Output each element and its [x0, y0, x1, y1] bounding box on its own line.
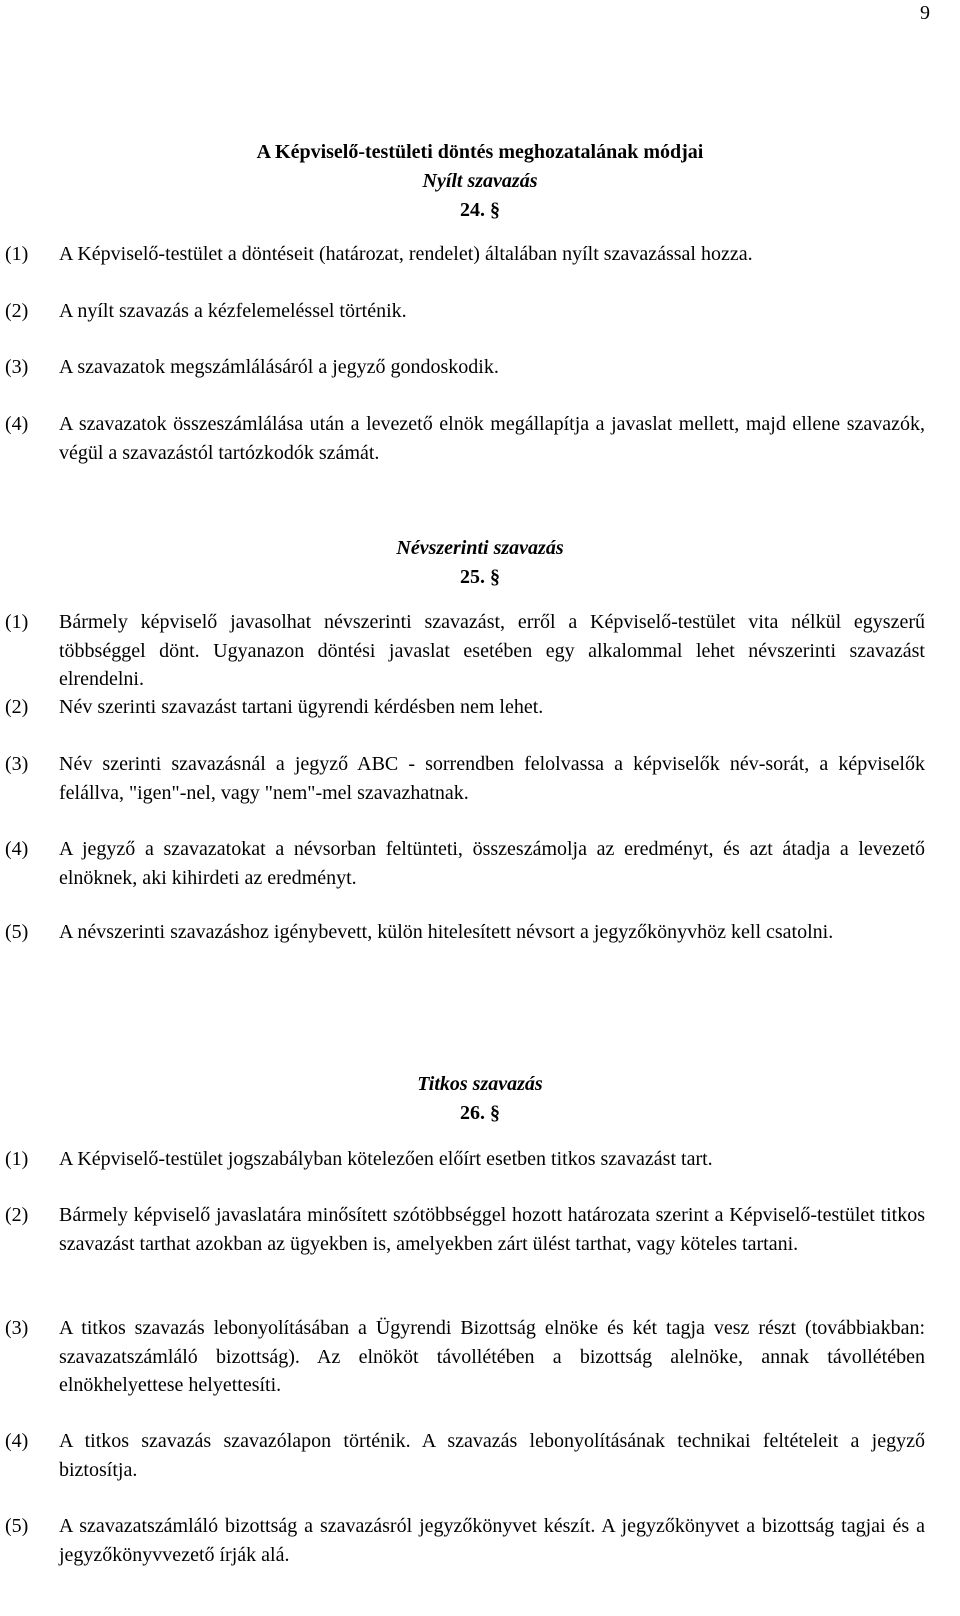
paragraph-number: (1) — [5, 1148, 29, 1170]
paragraph-text: A nyílt szavazás a kézfelemeléssel történik. — [59, 300, 407, 322]
paragraph-number: (3) — [5, 356, 29, 378]
section-subtitle: Nyílt szavazás — [422, 170, 538, 192]
section-number: 25. § — [460, 566, 500, 588]
paragraph-text: A névszerinti szavazáshoz igénybevett, külön hitelesített névsort a jegyzőkönyvhöz kell csatolni. — [59, 921, 834, 943]
paragraph-number: (4) — [5, 413, 29, 435]
paragraph — [5, 693, 925, 722]
paragraph-text: A titkos szavazás szavazólapon történik. A szavazás lebonyolításának technikai feltételeit a jegyző biztosítja. — [59, 1430, 925, 1481]
paragraph — [5, 1145, 925, 1174]
paragraph — [5, 750, 925, 807]
paragraph-text: A Képviselő-testület jogszabályban kötelezően előírt esetben titkos szavazást tart. — [59, 1148, 713, 1170]
paragraph — [5, 1201, 925, 1258]
paragraph-text: A szavazatok összeszámlálása után a levezető elnök megállapítja a javaslat mellett, majd ellene szavazók, végül a szavazástól tartózkodók számát. — [59, 413, 925, 464]
paragraph-number: (2) — [5, 300, 29, 322]
paragraph — [5, 240, 925, 269]
paragraph-number: (5) — [5, 1515, 29, 1537]
paragraph-text: Bármely képviselő javasolhat névszerinti szavazást, erről a Képviselő-testület vita nélkül egyszerű többséggel dönt. Ugyanazon döntési javaslat esetében egy alkalommal lehet névszerinti szavazást elrendelni. — [59, 611, 925, 690]
paragraph-number: (2) — [5, 1204, 29, 1226]
paragraph-text: Név szerinti szavazásnál a jegyző ABC - sorrendben felolvassa a képviselők név-sorát, a képviselők felállva, "igen"-nel, vagy "nem"-mel szavazhatnak. — [59, 753, 925, 804]
section-number: 24. § — [460, 199, 500, 221]
page-number: 9 — [920, 2, 930, 24]
paragraph — [5, 353, 925, 382]
paragraph — [5, 410, 925, 467]
paragraph-text: Bármely képviselő javaslatára minősített szótöbbséggel hozott határozata szerint a Képviselő-testület titkos szavazást tarthat azokban az ügyekben is, amelyekben zárt ülést tarthat, vagy köteles tartani. — [59, 1204, 925, 1255]
chapter-title: A Képviselő-testületi döntés meghozatalának módjai — [256, 141, 704, 163]
paragraph-number: (4) — [5, 1430, 29, 1452]
section-subtitle: Névszerinti szavazás — [396, 537, 564, 559]
paragraph — [5, 1314, 925, 1400]
paragraph — [5, 918, 925, 947]
paragraph-number: (1) — [5, 243, 29, 265]
paragraph-number: (5) — [5, 921, 29, 943]
paragraph — [5, 608, 925, 694]
paragraph-text: A szavazatszámláló bizottság a szavazásról jegyzőkönyvet készít. A jegyzőkönyvet a bizottság tagjai és a jegyzőkönyvvezető írják alá. — [59, 1515, 925, 1566]
paragraph-number: (4) — [5, 838, 29, 860]
paragraph-number: (1) — [5, 611, 29, 633]
paragraph-text: A jegyző a szavazatokat a névsorban feltünteti, összeszámolja az eredményt, és azt átadja a levezető elnöknek, aki kihirdeti az eredményt. — [59, 838, 925, 889]
paragraph — [5, 1427, 925, 1484]
paragraph-text: A szavazatok megszámlálásáról a jegyző gondoskodik. — [59, 356, 499, 378]
paragraph-text: Név szerinti szavazást tartani ügyrendi kérdésben nem lehet. — [59, 696, 544, 718]
paragraph-number: (3) — [5, 753, 29, 775]
section-number: 26. § — [460, 1102, 500, 1124]
paragraph-text: A Képviselő-testület a döntéseit (határozat, rendelet) általában nyílt szavazással hozza. — [59, 243, 753, 265]
section-subtitle: Titkos szavazás — [417, 1073, 543, 1095]
paragraph — [5, 835, 925, 892]
paragraph — [5, 297, 925, 326]
paragraph-text: A titkos szavazás lebonyolításában a Ügyrendi Bizottság elnöke és két tagja vesz részt (továbbiakban: szavazatszámláló bizottság). Az elnököt távollétében a bizottság alelnöke, annak távollétében elnökhelyettese helyettesíti. — [59, 1317, 925, 1396]
paragraph — [5, 1512, 925, 1569]
paragraph-number: (2) — [5, 696, 29, 718]
paragraph-number: (3) — [5, 1317, 29, 1339]
